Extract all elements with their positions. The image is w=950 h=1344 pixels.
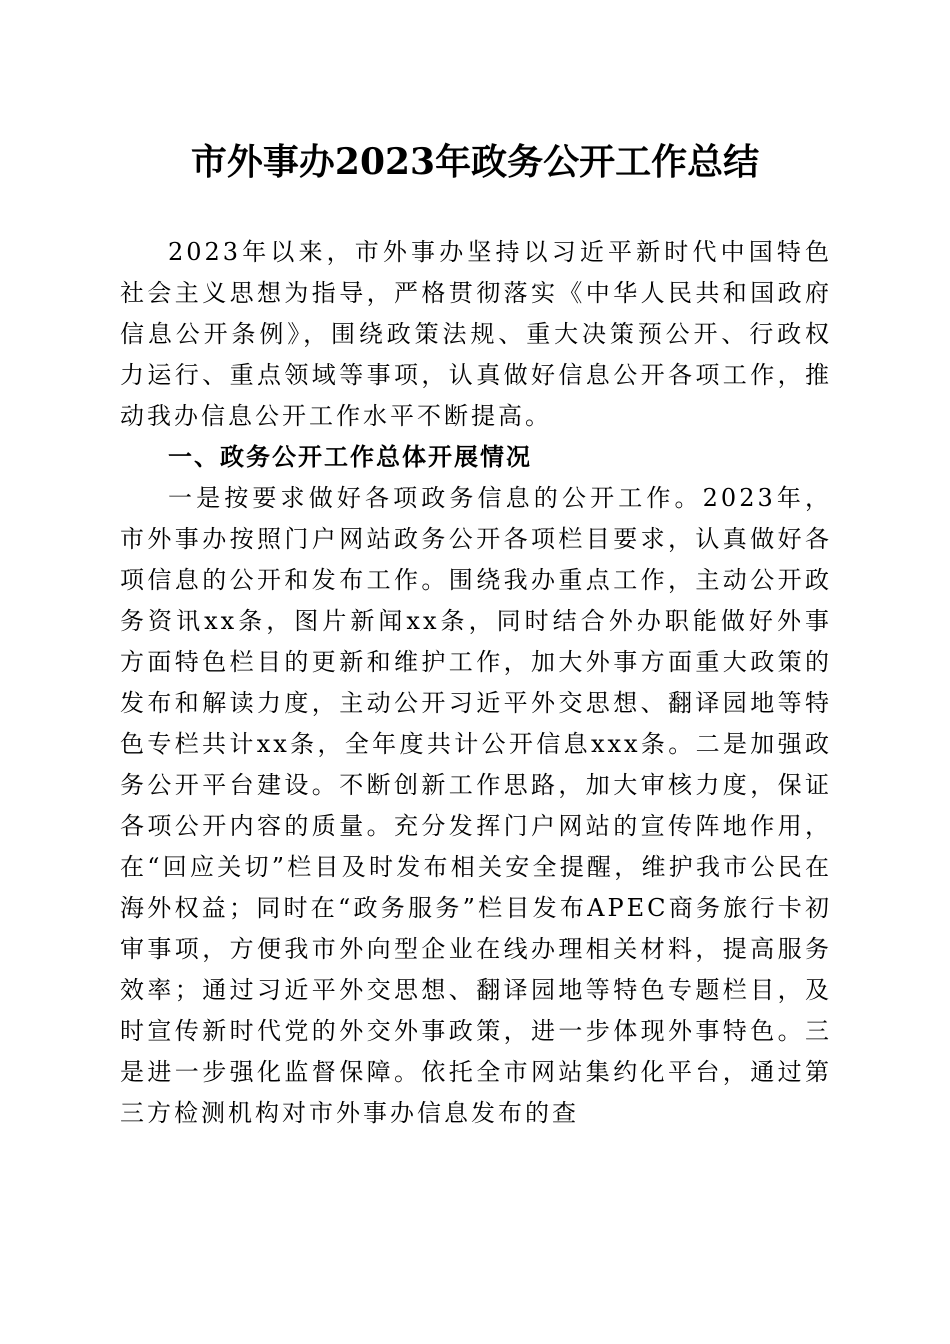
section-paragraph [120,478,832,1134]
document-title: 市外事办2023年政务公开工作总结 [190,141,760,183]
paragraph-lead-sentence: 一是按要求做好各项政务信息的公开工作。 [168,484,703,512]
document-body [120,232,832,1134]
paragraph-body-text: 2023年，市外事办按照门户网站政务公开各项栏目要求，认真做好各项信息的公开和发布工作。围绕我办重点工作，主动公开政务资讯xx条，图片新闻xx条，同时结合外办职能做好外事方面特色栏目的更新和维护工作，加大外事方面重大政策的发布和解读力度，主动公开习近平外交思想、翻译园地等特色专栏共计xx条，全年度共计公开信息xxx条。二是加强政务公开平台建设。不断创新工作思路，加大审核力度，保证各项公开内容的质量。充分发挥门户网站的宣传阵地作用，在“回应关切”栏目及时发布相关安全提醒，维护我市公民在海外权益；同时在“政务服务”栏目发布APEC商务旅行卡初审事项，方便我市外向型企业在线办理相关材料，提高服务效率；通过习近平外交思想、翻译园地等特色专题栏目，及时宣传新时代党的外交外事政策，进一步体现外事特色。三是进一步强化监督保障。依托全市网站集约化平台，通过第三方检测机构对市外事办信息发布的查 [120,484,833,1127]
section-heading: 一、政务公开工作总体开展情况 [168,443,532,471]
intro-paragraph: 2023年以来，市外事办坚持以习近平新时代中国特色社会主义思想为指导，严格贯彻落实《中华人民共和国政府信息公开条例》，围绕政策法规、重大决策预公开、行政权力运行、重点领域等事项，认真做好信息公开各项工作，推动我办信息公开工作水平不断提高。 [120,238,832,430]
